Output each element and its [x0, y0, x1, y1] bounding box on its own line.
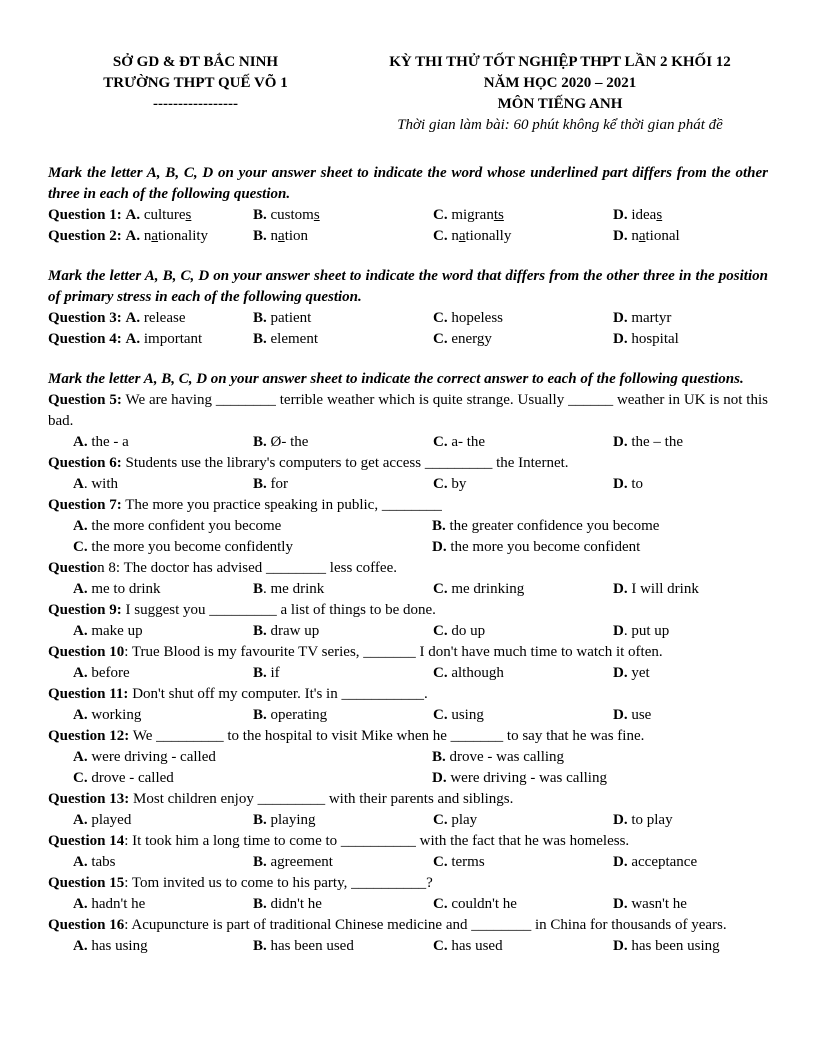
option-d: D. the – the — [613, 434, 683, 450]
option-text: tion — [284, 228, 309, 244]
option-text: release — [143, 310, 186, 326]
question-label: Question 11: — [48, 686, 129, 702]
option-c: C. by — [433, 476, 467, 492]
underlined-part: s — [313, 207, 320, 223]
question-4 — [48, 329, 768, 350]
option-a: A. the more confident you become — [73, 518, 282, 534]
option-d: D. yet — [613, 665, 650, 681]
option-d: D. were driving - was calling — [432, 770, 607, 786]
question-label: Question 5: — [48, 392, 122, 408]
question-text: : Acupuncture is part of traditional Chinese medicine and ________ in China for thousands of years. — [124, 917, 727, 933]
option-text: custom — [270, 207, 314, 223]
question-text: The more you practice speaking in public, ________ — [121, 497, 442, 513]
question-7-options-ab — [48, 516, 768, 537]
option-text: n — [631, 228, 639, 244]
option-c: C. me drinking — [433, 581, 525, 597]
question-12 — [48, 726, 768, 747]
question-label: Questio — [48, 560, 98, 576]
question-9-options — [48, 621, 768, 642]
option-letter: D. — [613, 331, 628, 347]
question-16 — [48, 915, 768, 936]
option-letter: D. — [613, 207, 632, 223]
option-text: culture — [143, 207, 186, 223]
question-label: Question 16 — [48, 917, 125, 933]
option-text: tionally — [465, 228, 512, 244]
question-2 — [48, 226, 768, 247]
question-text: I suggest you _________ a list of things to be done. — [121, 602, 436, 618]
option-c: C. using — [433, 707, 484, 723]
question-text: We _________ to the hospital to visit Mike when he _______ to say that he was fine. — [129, 728, 645, 744]
option-text: n — [270, 228, 279, 244]
question-label: Question 6: — [48, 455, 122, 471]
option-b: B. for — [253, 476, 289, 492]
option-b: B. has been used — [253, 938, 354, 954]
option-b: B. playing — [253, 812, 316, 828]
section-3-instruction: Mark the letter A, B, C, D on your answer sheet to indicate the correct answer to each of the following questions. — [48, 371, 744, 387]
question-16-options — [48, 936, 768, 957]
question-text: We are having ________ terrible weather which is quite strange. Usually ______ weather in UK is not this bad. — [48, 392, 768, 429]
question-text: Students use the library's computers to get access _________ the Internet. — [121, 455, 569, 471]
option-c: C. drove - called — [73, 770, 174, 786]
option-letter: B. — [253, 207, 271, 223]
option-letter: C. — [433, 310, 448, 326]
question-text: Most children enjoy _________ with their parents and siblings. — [129, 791, 514, 807]
option-c: C. couldn't he — [433, 896, 517, 912]
school-header — [48, 52, 343, 115]
question-3 — [48, 308, 768, 329]
question-text: : Tom invited us to come to his party, __________? — [124, 875, 433, 891]
option-text: patient — [270, 310, 312, 326]
option-d: D. wasn't he — [613, 896, 687, 912]
option-a: A. tabs — [73, 854, 116, 870]
question-label: Question 9: — [48, 602, 122, 618]
question-5 — [48, 390, 768, 432]
question-8-options — [48, 579, 768, 600]
underlined-part: s — [656, 207, 663, 223]
option-d: D. put up — [613, 623, 670, 639]
option-text: hospital — [631, 331, 679, 347]
question-10 — [48, 642, 768, 663]
question-label: Question 2: — [48, 228, 122, 244]
option-a: A. were driving - called — [73, 749, 216, 765]
option-letter: D. — [613, 228, 632, 244]
option-b: B. me drink — [253, 581, 325, 597]
option-b: B. the greater confidence you become — [432, 518, 660, 534]
option-letter: C. — [433, 207, 452, 223]
question-15-options — [48, 894, 768, 915]
option-text: idea — [631, 207, 657, 223]
option-d: D. has been using — [613, 938, 720, 954]
department-name: SỞ GD & ĐT BẮC NINH — [112, 54, 279, 70]
option-b: B. operating — [253, 707, 328, 723]
question-14 — [48, 831, 768, 852]
question-8 — [48, 558, 768, 579]
option-c: C. terms — [433, 854, 485, 870]
option-text: element — [270, 331, 318, 347]
underlined-part: a — [151, 228, 159, 244]
question-12-options-ab — [48, 747, 768, 768]
option-a: A. the - a — [73, 434, 129, 450]
question-10-options — [48, 663, 768, 684]
option-a: A. make up — [73, 623, 143, 639]
question-11-options — [48, 705, 768, 726]
option-text: important — [143, 331, 203, 347]
question-label: Question 10 — [48, 644, 125, 660]
time-allowed: Thời gian làm bài: 60 phút không kể thời gian phát đề — [397, 117, 723, 133]
exam-body — [48, 163, 768, 957]
option-text: n — [451, 228, 459, 244]
option-c: C. has used — [433, 938, 503, 954]
option-d: D. I will drink — [613, 581, 699, 597]
question-label: Question 12: — [48, 728, 130, 744]
question-13-options — [48, 810, 768, 831]
subject-name: MÔN TIẾNG ANH — [497, 96, 623, 112]
underlined-part: s — [185, 207, 192, 223]
question-label: Question 3: — [48, 310, 122, 326]
option-letter: B. — [253, 310, 267, 326]
question-label-tail: n 8: — [97, 560, 121, 576]
question-15 — [48, 873, 768, 894]
question-text: : True Blood is my favourite TV series, _______ I don't have much time to watch it often. — [124, 644, 663, 660]
underlined-part: ts — [493, 207, 504, 223]
question-label: Question 7: — [48, 497, 122, 513]
option-a: A. before — [73, 665, 130, 681]
option-d: D. the more you become confident — [432, 539, 641, 555]
question-6 — [48, 453, 768, 474]
option-c: C. although — [433, 665, 504, 681]
option-text: tional — [645, 228, 680, 244]
question-7-options-cd — [48, 537, 768, 558]
option-a: A. has using — [73, 938, 148, 954]
option-text: n — [143, 228, 152, 244]
option-a: A. with — [73, 476, 119, 492]
question-7 — [48, 495, 768, 516]
question-label: Question 4: — [48, 331, 122, 347]
underlined-part: a — [278, 228, 285, 244]
option-letter: C. — [433, 331, 448, 347]
question-text: : It took him a long time to come to __________ with the fact that he was homeless. — [124, 833, 630, 849]
underlined-part: a — [638, 228, 646, 244]
exam-title: KỲ THI THỬ TỐT NGHIỆP THPT LẦN 2 KHỐI 12 — [389, 54, 731, 70]
school-year: NĂM HỌC 2020 – 2021 — [483, 75, 637, 91]
section-2-instruction: Mark the letter A, B, C, D on your answer sheet to indicate the word that differs from the other three in the position of primary stress in each of the following question. — [48, 268, 768, 305]
question-6-options — [48, 474, 768, 495]
question-12-options-cd — [48, 768, 768, 789]
question-text: The doctor has advised ________ less coffee. — [120, 560, 397, 576]
option-c: C. the more you become confidently — [73, 539, 293, 555]
school-name: TRƯỜNG THPT QUẾ VÕ 1 — [103, 75, 288, 91]
option-text: energy — [451, 331, 492, 347]
question-label: Question 13: — [48, 791, 130, 807]
option-d: D. acceptance — [613, 854, 698, 870]
exam-header — [355, 52, 765, 136]
option-letter: A. — [125, 310, 141, 326]
question-11 — [48, 684, 768, 705]
option-d: D. to — [613, 476, 644, 492]
option-b: B. agreement — [253, 854, 333, 870]
option-b: B. drove - was calling — [432, 749, 565, 765]
option-letter: B. — [253, 228, 271, 244]
option-b: B. didn't he — [253, 896, 322, 912]
option-c: C. a- the — [433, 434, 486, 450]
option-b: B. draw up — [253, 623, 320, 639]
option-text: migran — [451, 207, 494, 223]
option-letter: A. — [125, 207, 144, 223]
question-1 — [48, 205, 768, 226]
option-letter: B. — [253, 331, 267, 347]
question-5-options — [48, 432, 768, 453]
option-text: hopeless — [451, 310, 504, 326]
question-label: Question 14 — [48, 833, 125, 849]
question-label: Question 1: — [48, 207, 122, 223]
option-text: martyr — [631, 310, 672, 326]
option-text: tionality — [158, 228, 209, 244]
section-1-instruction: Mark the letter A, B, C, D on your answer sheet to indicate the word whose underlined part differs from the other three in each of the following question. — [48, 165, 768, 202]
option-a: A. hadn't he — [73, 896, 146, 912]
option-d: D. use — [613, 707, 652, 723]
question-13 — [48, 789, 768, 810]
option-a: A. working — [73, 707, 142, 723]
option-letter: D. — [613, 310, 628, 326]
question-9 — [48, 600, 768, 621]
header-divider: ----------------- — [153, 96, 238, 112]
option-d: D. to play — [613, 812, 673, 828]
option-a: A. played — [73, 812, 132, 828]
option-letter: A. — [125, 228, 144, 244]
question-label: Question 15 — [48, 875, 125, 891]
question-14-options — [48, 852, 768, 873]
option-letter: A. — [125, 331, 141, 347]
option-b: B. if — [253, 665, 280, 681]
option-c: C. play — [433, 812, 478, 828]
option-c: C. do up — [433, 623, 486, 639]
underlined-part: a — [458, 228, 466, 244]
option-a: A. me to drink — [73, 581, 161, 597]
option-letter: C. — [433, 228, 452, 244]
option-b: B. Ø- the — [253, 434, 309, 450]
question-text: Don't shut off my computer. It's in ___________. — [128, 686, 428, 702]
